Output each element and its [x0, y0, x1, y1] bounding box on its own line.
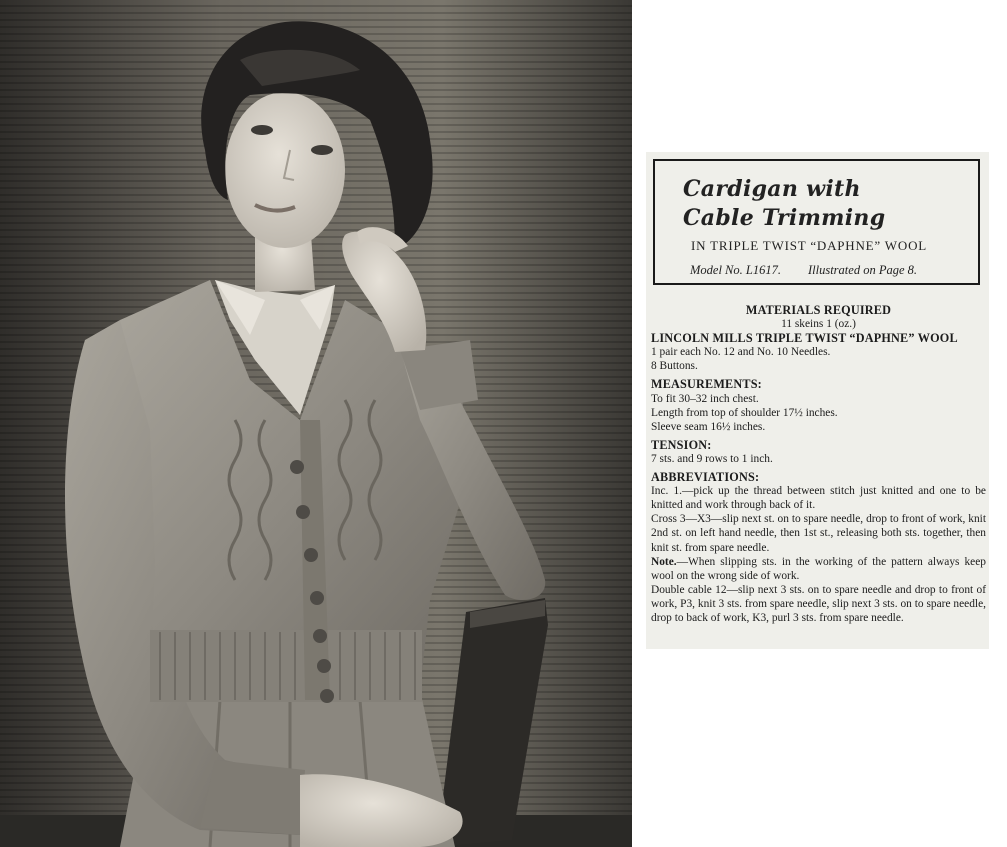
abbreviation-cable-term: Double cable 12	[651, 583, 727, 596]
abbreviation-note-text: —When slipping sts. in the working of the pattern always keep wool on the wrong side of work.	[651, 555, 986, 582]
materials-heading: MATERIALS REQUIRED	[745, 303, 892, 317]
materials-wool: LINCOLN MILLS TRIPLE TWIST “DAPHNE” WOOL	[651, 331, 958, 346]
materials-needles: 1 pair each No. 12 and No. 10 Needles.	[651, 346, 831, 359]
measurements-heading: MEASUREMENTS:	[651, 377, 762, 392]
measurement-sleeve: Sleeve seam 16½ inches.	[651, 420, 766, 433]
tension-text: 7 sts. and 9 rows to 1 inch.	[651, 452, 773, 465]
pattern-title: Cardigan with Cable Trimming	[683, 176, 886, 231]
abbreviation-cross	[651, 512, 986, 554]
materials-skeins: 11 skeins 1 (oz.)	[781, 318, 856, 331]
model-number: Model No. L1617.	[690, 263, 781, 277]
measurement-chest: To fit 30–32 inch chest.	[651, 392, 759, 405]
abbreviation-inc-term: Inc. 1.	[651, 485, 683, 498]
model-line	[690, 263, 917, 278]
illustrated-page: Illustrated on Page 8.	[807, 263, 917, 277]
title-box	[653, 159, 980, 285]
abbreviation-cable	[651, 583, 986, 625]
abbreviation-note-term: Note.	[651, 555, 677, 568]
materials-buttons: 8 Buttons.	[651, 360, 698, 373]
abbreviations-heading: ABBREVIATIONS:	[651, 470, 760, 485]
abbreviation-note	[651, 555, 986, 583]
abbreviation-cable-text: —slip next 3 sts. on to spare needle and drop to front of work, P3, knit 3 sts. from spare needle, slip next 3 sts. on to spare needle, drop to back of work, K3, purl 3 sts. from spare needle.	[651, 583, 986, 624]
abbreviation-cross-term: Cross 3—X3	[651, 513, 711, 526]
abbreviation-inc-text: —pick up the thread between stitch just knitted and one to be knitted and work through back of it.	[651, 485, 986, 512]
pattern-subtitle: IN TRIPLE TWIST “DAPHNE” WOOL	[691, 238, 927, 253]
measurement-length: Length from top of shoulder 17½ inches.	[651, 406, 838, 419]
pattern-instructions	[646, 152, 989, 649]
abbreviation-cross-text: —slip next st. on to spare needle, drop to front of work, knit 2nd st. on left hand needle, then 1st st., releasing both sts. together, then knit st. from spare needle.	[651, 513, 987, 554]
abbreviation-inc	[651, 484, 986, 512]
tension-heading: TENSION:	[651, 437, 712, 452]
pattern-body	[651, 303, 986, 625]
